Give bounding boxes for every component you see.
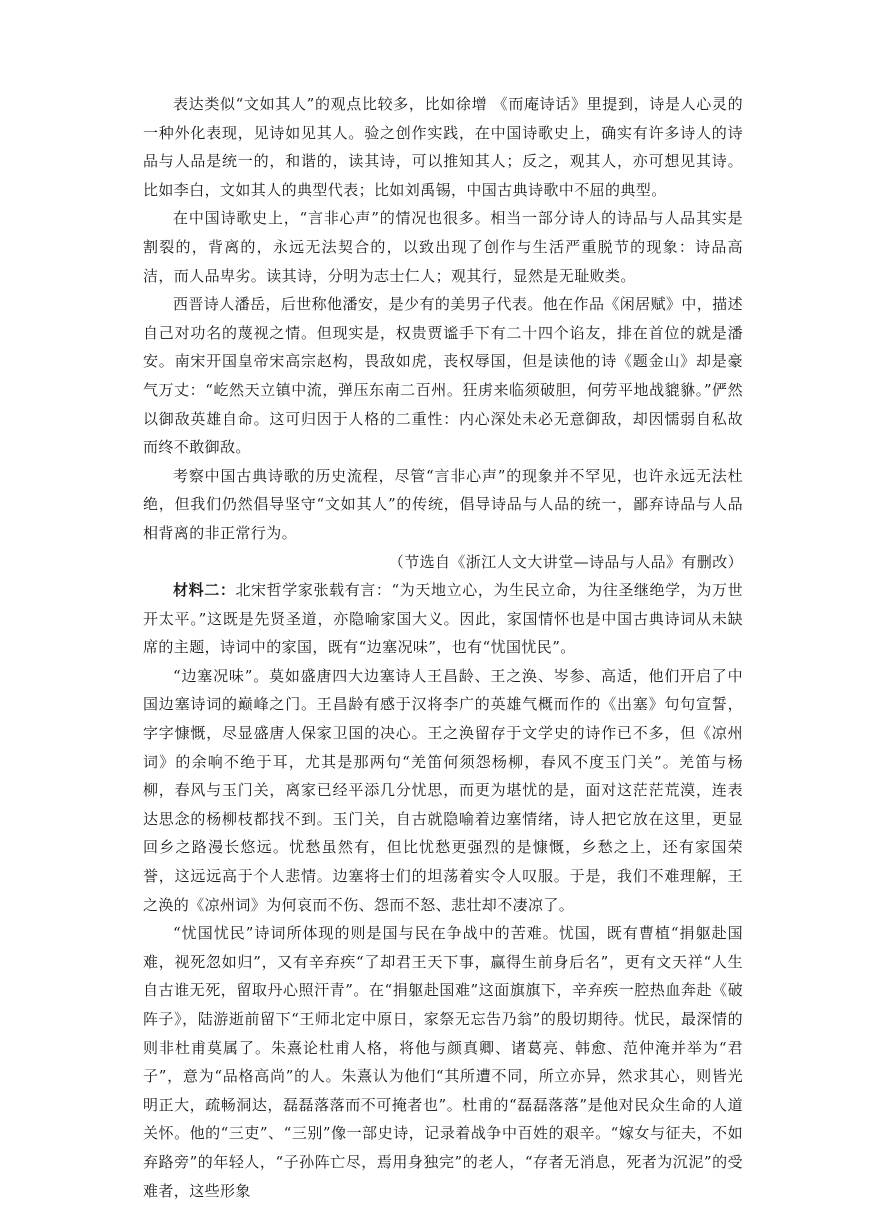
paragraph-3: 西晋诗人潘岳，后世称他潘安，是少有的美男子代表。他在作品《闲居赋》中，描述自己对功名的蔑视之情。但现实是，权贵贾谧手下有二十四个谄友，排在首位的就是潘安。南宋开国皇帝宋高宗赵构，畏敌如虎，丧权辱国，但是读他的诗《题金山》却是豪气万丈：“屹然天立镇中流，弹压东南二百州。狂虏来临须破胆，何劳平地战貔貅。”俨然以御敌英雄自命。这可归因于人格的二重性：内心深处未必无意御敌，却因懦弱自私故而终不敢御敌。	[143, 295, 743, 457]
material-2-label: 材料二：	[173, 581, 236, 600]
paragraph-frontier: “边塞况味”。莫如盛唐四大边塞诗人王昌龄、王之涣、岑参、高适，他们开启了中国边塞诗词的巅峰之门。王昌龄有感于汉将李广的英雄气概而作的《出塞》句句宣誓，字字慷慨，尽显盛唐人保家卫国的决心。王之涣留存于文学史的诗作已不多，但《凉州词》的余响不绝于耳，尤其是那两句“羌笛何须怨杨柳，春风不度玉门关”。羌笛与杨柳，春风与玉门关，离家已经平添几分忧思，而更为堪忧的是，面对这茫茫荒漠，连表达思念的杨柳枝都找不到。玉门关，自古就隐喻着边塞情绪，诗人把它放在这里，更显回乡之路漫长悠远。忧愁虽然有，但比忧愁更强烈的是慷慨，乡愁之上，还有家国荣誉，这远远高于个人悲情。边塞将士们的坦荡着实令人叹服。于是，我们不难理解，王之涣的《凉州词》为何哀而不伤、怨而不怒、悲壮却不凄凉了。	[143, 666, 743, 914]
material-2-text: 北宋哲学家张载有言：“为天地立心，为生民立命，为往圣继绝学，为万世开太平。”这既是先贤圣道，亦隐喻家国大义。因此，家国情怀也是中国古典诗词从未缺席的主题，诗词中的家国，既有“边塞况味”，也有“忧国忧民”。	[143, 581, 743, 657]
paragraph-2: 在中国诗歌史上，“言非心声”的情况也很多。相当一部分诗人的诗品与人品其实是割裂的，背离的，永远无法契合的，以致出现了创作与生活严重脱节的现象：诗品高洁，而人品卑劣。读其诗，分明为志士仁人；观其行，显然是无耻败类。	[143, 209, 743, 285]
material-2-paragraph	[143, 576, 743, 662]
source-citation: （节选自《浙江人文大讲堂—诗品与人品》有删改）	[388, 552, 743, 571]
paragraph-4: 考察中国古典诗歌的历史流程，尽管“言非心声”的现象并不罕见，也许永远无法杜绝，但我们仍然倡导坚守“文如其人”的传统，倡导诗品与人品的统一，鄙弃诗品与人品相背离的非正常行为。	[143, 466, 743, 542]
paragraph-1: 表达类似“文如其人”的观点比较多，比如徐增 《而庵诗话》里提到，诗是人心灵的一种外化表现，见诗如见其人。验之创作实践，在中国诗歌史上，确实有许多诗人的诗品与人品是统一的，和谐的，读其诗，可以推知其人；反之，观其人，亦可想见其诗。比如李白，文如其人的典型代表；比如刘禹锡，中国古典诗歌中不屈的典型。	[143, 95, 743, 199]
article-body	[143, 90, 743, 1205]
paragraph-patriotism: “忧国忧民”诗词所体现的则是国与民在争战中的苦难。忧国，既有曹植“捐躯赴国难，视死忽如归”，又有辛弃疾“了却君王天下事，赢得生前身后名”，更有文天祥“人生自古谁无死，留取丹心照汗青”。在“捐躯赴国难”这面旗旗下，辛弃疾一腔热血奔赴《破阵子》，陆游逝前留下“王师北定中原日，家祭无忘告乃翁”的殷切期待。忧民，最深情的则非杜甫莫属了。朱熹论杜甫人格，将他与颜真卿、诸葛亮、韩愈、范仲淹并举为“君子”，意为“品格高尚”的人。朱熹认为他们“其所遭不同，所立亦异，然求其心，则皆光明正大，疏畅洞达，磊磊落落而不可掩者也”。杜甫的“磊磊落落”是他对民众生命的人道关怀。他的“三吏”、“三别”像一部史诗，记录着战争中百姓的艰辛。“嫁女与征夫，不如弃路旁”的年轻人，“子孙阵亡尽，焉用身独完”的老人，“存者无消息，死者为沉泥”的受难者，这些形象	[143, 924, 743, 1200]
